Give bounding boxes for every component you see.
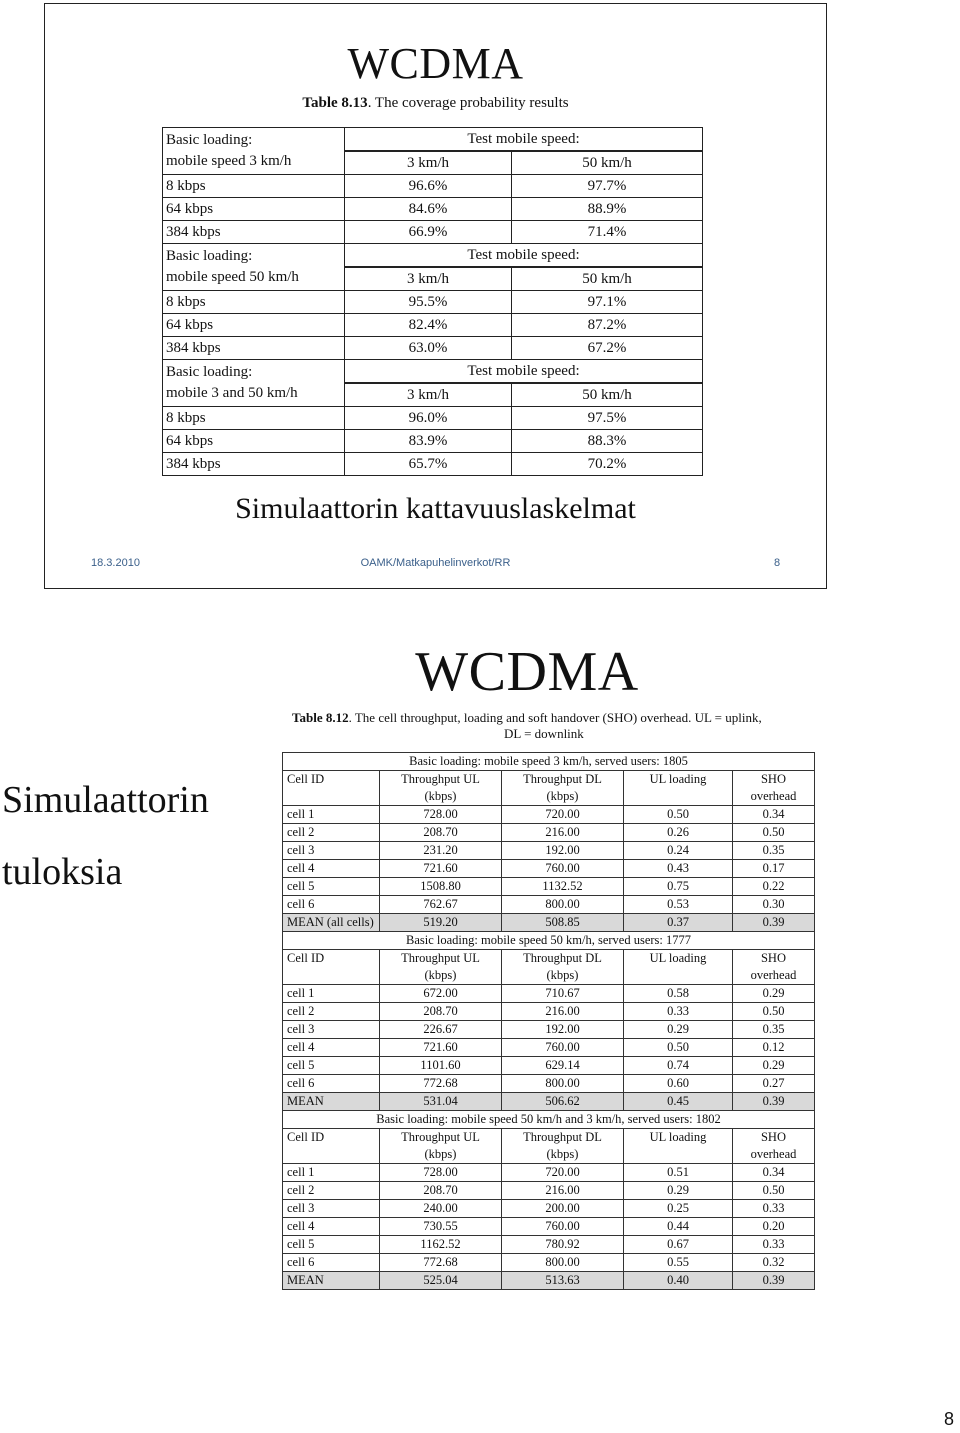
cell-value: 672.00 bbox=[380, 985, 502, 1003]
coverage-probability-table bbox=[162, 127, 703, 476]
cell-id: cell 4 bbox=[283, 1039, 380, 1057]
cell-id: cell 1 bbox=[283, 985, 380, 1003]
cell-value: 0.55 bbox=[624, 1254, 733, 1272]
test-speed-label: Test mobile speed: bbox=[345, 244, 703, 268]
col-3kmh: 3 km/h bbox=[345, 267, 512, 291]
table-row bbox=[163, 198, 703, 221]
cell-value: 1132.52 bbox=[502, 878, 624, 896]
bitrate-cell: 8 kbps bbox=[163, 175, 345, 198]
cell-value: 208.70 bbox=[380, 1182, 502, 1200]
table-row bbox=[283, 1218, 815, 1236]
cell-value: 0.51 bbox=[624, 1164, 733, 1182]
cell-value: 760.00 bbox=[502, 1218, 624, 1236]
cell-value: 0.12 bbox=[733, 1039, 815, 1057]
mean-value: 506.62 bbox=[502, 1093, 624, 1111]
header-ul-loading: UL loading bbox=[624, 771, 733, 806]
cell-value: 0.34 bbox=[733, 806, 815, 824]
header-sho-overhead: SHO overhead bbox=[733, 771, 815, 806]
mean-value: 525.04 bbox=[380, 1272, 502, 1290]
bitrate-cell: 64 kbps bbox=[163, 198, 345, 221]
mean-value: 531.04 bbox=[380, 1093, 502, 1111]
cell-id: cell 3 bbox=[283, 1200, 380, 1218]
col-3kmh: 3 km/h bbox=[345, 151, 512, 175]
mean-value: 0.37 bbox=[624, 914, 733, 932]
bitrate-cell: 8 kbps bbox=[163, 407, 345, 430]
bitrate-cell: 384 kbps bbox=[163, 337, 345, 360]
cell-id: cell 2 bbox=[283, 1182, 380, 1200]
table-row bbox=[163, 314, 703, 337]
cell-id: cell 2 bbox=[283, 1003, 380, 1021]
cell-value: 1508.80 bbox=[380, 878, 502, 896]
header-throughput-ul: Throughput UL (kbps) bbox=[380, 950, 502, 985]
header-cell-id: Cell ID bbox=[283, 1129, 380, 1164]
section-title: Basic loading: mobile speed 3 km/h, served users: 1805 bbox=[283, 753, 815, 771]
slide-1-subtitle: Simulaattorin kattavuuslaskelmat bbox=[235, 492, 636, 525]
group-header: Basic loading: mobile speed 50 km/h bbox=[163, 244, 345, 291]
cell-value: 0.75 bbox=[624, 878, 733, 896]
mean-row bbox=[283, 914, 815, 932]
cell-value: 0.50 bbox=[733, 1182, 815, 1200]
value-50kmh: 70.2% bbox=[512, 453, 703, 476]
cell-value: 208.70 bbox=[380, 824, 502, 842]
cell-id: cell 2 bbox=[283, 824, 380, 842]
cell-value: 0.50 bbox=[624, 1039, 733, 1057]
cell-value: 0.27 bbox=[733, 1075, 815, 1093]
cell-value: 0.34 bbox=[733, 1164, 815, 1182]
header-throughput-dl: Throughput DL (kbps) bbox=[502, 1129, 624, 1164]
header-throughput-ul: Throughput UL (kbps) bbox=[380, 771, 502, 806]
cell-value: 0.29 bbox=[624, 1182, 733, 1200]
slide-1-title: WCDMA bbox=[347, 39, 524, 88]
cell-id: cell 4 bbox=[283, 1218, 380, 1236]
table-row bbox=[283, 1075, 815, 1093]
cell-value: 0.32 bbox=[733, 1254, 815, 1272]
table-row bbox=[283, 1021, 815, 1039]
cell-value: 0.22 bbox=[733, 878, 815, 896]
cell-value: 720.00 bbox=[502, 1164, 624, 1182]
cell-value: 710.67 bbox=[502, 985, 624, 1003]
table-8-12-caption: Table 8.12. The cell throughput, loading and soft handover (SHO) overhead. UL = uplink, DL = downlink bbox=[292, 710, 762, 741]
value-50kmh: 88.9% bbox=[512, 198, 703, 221]
page-number: 8 bbox=[944, 1409, 955, 1429]
mean-row bbox=[283, 1093, 815, 1111]
cell-value: 721.60 bbox=[380, 860, 502, 878]
cell-value: 0.33 bbox=[733, 1200, 815, 1218]
table-row bbox=[283, 896, 815, 914]
cell-value: 728.00 bbox=[380, 806, 502, 824]
header-throughput-dl: Throughput DL (kbps) bbox=[502, 771, 624, 806]
cell-value: 0.67 bbox=[624, 1236, 733, 1254]
cell-throughput-table bbox=[282, 752, 815, 1290]
cell-id: cell 5 bbox=[283, 878, 380, 896]
value-3kmh: 65.7% bbox=[345, 453, 512, 476]
cell-value: 0.29 bbox=[733, 985, 815, 1003]
col-50kmh: 50 km/h bbox=[512, 151, 703, 175]
cell-value: 0.30 bbox=[733, 896, 815, 914]
cell-value: 760.00 bbox=[502, 1039, 624, 1057]
cell-value: 0.44 bbox=[624, 1218, 733, 1236]
value-3kmh: 95.5% bbox=[345, 291, 512, 314]
cell-value: 0.60 bbox=[624, 1075, 733, 1093]
table-row bbox=[283, 1182, 815, 1200]
cell-value: 240.00 bbox=[380, 1200, 502, 1218]
table-row bbox=[163, 221, 703, 244]
cell-value: 0.58 bbox=[624, 985, 733, 1003]
footer-date: 18.3.2010 bbox=[91, 557, 140, 569]
cell-value: 0.33 bbox=[624, 1003, 733, 1021]
cell-value: 772.68 bbox=[380, 1075, 502, 1093]
table-row bbox=[283, 1164, 815, 1182]
value-50kmh: 87.2% bbox=[512, 314, 703, 337]
table-row bbox=[163, 175, 703, 198]
cell-value: 0.50 bbox=[733, 824, 815, 842]
cell-value: 0.33 bbox=[733, 1236, 815, 1254]
cell-value: 1162.52 bbox=[380, 1236, 502, 1254]
value-50kmh: 67.2% bbox=[512, 337, 703, 360]
cell-value: 192.00 bbox=[502, 842, 624, 860]
bitrate-cell: 64 kbps bbox=[163, 430, 345, 453]
cell-value: 0.29 bbox=[624, 1021, 733, 1039]
mean-value: 0.39 bbox=[733, 1272, 815, 1290]
table-row bbox=[283, 1039, 815, 1057]
mean-value: 508.85 bbox=[502, 914, 624, 932]
cell-value: 208.70 bbox=[380, 1003, 502, 1021]
header-ul-loading: UL loading bbox=[624, 950, 733, 985]
cell-value: 0.29 bbox=[733, 1057, 815, 1075]
cell-value: 0.20 bbox=[733, 1218, 815, 1236]
cell-id: cell 5 bbox=[283, 1236, 380, 1254]
table-row bbox=[283, 1200, 815, 1218]
mean-label: MEAN bbox=[283, 1272, 380, 1290]
test-speed-label: Test mobile speed: bbox=[345, 128, 703, 152]
cell-value: 800.00 bbox=[502, 1254, 624, 1272]
cell-id: cell 1 bbox=[283, 1164, 380, 1182]
cell-value: 231.20 bbox=[380, 842, 502, 860]
cell-value: 762.67 bbox=[380, 896, 502, 914]
section-title: Basic loading: mobile speed 50 km/h, served users: 1777 bbox=[283, 932, 815, 950]
cell-value: 1101.60 bbox=[380, 1057, 502, 1075]
cell-value: 728.00 bbox=[380, 1164, 502, 1182]
value-3kmh: 66.9% bbox=[345, 221, 512, 244]
table-row bbox=[163, 337, 703, 360]
table-row bbox=[283, 1003, 815, 1021]
cell-value: 721.60 bbox=[380, 1039, 502, 1057]
value-3kmh: 84.6% bbox=[345, 198, 512, 221]
cell-id: cell 6 bbox=[283, 1254, 380, 1272]
value-50kmh: 71.4% bbox=[512, 221, 703, 244]
cell-value: 216.00 bbox=[502, 1003, 624, 1021]
value-50kmh: 97.5% bbox=[512, 407, 703, 430]
mean-label: MEAN (all cells) bbox=[283, 914, 380, 932]
bitrate-cell: 8 kbps bbox=[163, 291, 345, 314]
table-row bbox=[283, 860, 815, 878]
col-50kmh: 50 km/h bbox=[512, 267, 703, 291]
cell-value: 800.00 bbox=[502, 1075, 624, 1093]
cell-value: 0.17 bbox=[733, 860, 815, 878]
table-row bbox=[283, 1057, 815, 1075]
header-throughput-dl: Throughput DL (kbps) bbox=[502, 950, 624, 985]
table-row bbox=[163, 453, 703, 476]
cell-value: 760.00 bbox=[502, 860, 624, 878]
slide-1 bbox=[44, 3, 827, 589]
value-3kmh: 96.6% bbox=[345, 175, 512, 198]
cell-value: 772.68 bbox=[380, 1254, 502, 1272]
cell-value: 216.00 bbox=[502, 1182, 624, 1200]
cell-id: cell 5 bbox=[283, 1057, 380, 1075]
value-50kmh: 97.7% bbox=[512, 175, 703, 198]
table-row bbox=[163, 407, 703, 430]
header-sho-overhead: SHO overhead bbox=[733, 1129, 815, 1164]
cell-value: 720.00 bbox=[502, 806, 624, 824]
cell-id: cell 6 bbox=[283, 1075, 380, 1093]
cell-value: 0.74 bbox=[624, 1057, 733, 1075]
bitrate-cell: 384 kbps bbox=[163, 453, 345, 476]
bitrate-cell: 64 kbps bbox=[163, 314, 345, 337]
col-3kmh: 3 km/h bbox=[345, 383, 512, 407]
mean-value: 0.39 bbox=[733, 1093, 815, 1111]
section-title: Basic loading: mobile speed 50 km/h and 3 km/h, served users: 1802 bbox=[283, 1111, 815, 1129]
cell-value: 0.50 bbox=[624, 806, 733, 824]
table-row bbox=[283, 824, 815, 842]
header-sho-overhead: SHO overhead bbox=[733, 950, 815, 985]
value-50kmh: 97.1% bbox=[512, 291, 703, 314]
cell-value: 0.43 bbox=[624, 860, 733, 878]
mean-row bbox=[283, 1272, 815, 1290]
cell-value: 226.67 bbox=[380, 1021, 502, 1039]
cell-value: 0.25 bbox=[624, 1200, 733, 1218]
cell-value: 0.24 bbox=[624, 842, 733, 860]
value-3kmh: 83.9% bbox=[345, 430, 512, 453]
header-throughput-ul: Throughput UL (kbps) bbox=[380, 1129, 502, 1164]
cell-value: 0.50 bbox=[733, 1003, 815, 1021]
cell-value: 200.00 bbox=[502, 1200, 624, 1218]
table-row bbox=[283, 1236, 815, 1254]
cell-id: cell 3 bbox=[283, 842, 380, 860]
value-3kmh: 82.4% bbox=[345, 314, 512, 337]
mean-value: 0.39 bbox=[733, 914, 815, 932]
mean-value: 0.40 bbox=[624, 1272, 733, 1290]
cell-value: 780.92 bbox=[502, 1236, 624, 1254]
footer-center: OAMK/Matkapuhelinverkot/RR bbox=[360, 557, 511, 569]
group-header: Basic loading: mobile speed 3 km/h bbox=[163, 128, 345, 175]
header-cell-id: Cell ID bbox=[283, 771, 380, 806]
mean-value: 519.20 bbox=[380, 914, 502, 932]
mean-value: 513.63 bbox=[502, 1272, 624, 1290]
table-row bbox=[163, 430, 703, 453]
bitrate-cell: 384 kbps bbox=[163, 221, 345, 244]
cell-value: 0.26 bbox=[624, 824, 733, 842]
footer-page: 8 bbox=[774, 557, 781, 569]
mean-value: 0.45 bbox=[624, 1093, 733, 1111]
header-cell-id: Cell ID bbox=[283, 950, 380, 985]
table-8-13-caption: Table 8.13. The coverage probability results bbox=[302, 95, 569, 111]
cell-value: 629.14 bbox=[502, 1057, 624, 1075]
value-50kmh: 88.3% bbox=[512, 430, 703, 453]
table-row bbox=[283, 985, 815, 1003]
group-header: Basic loading: mobile 3 and 50 km/h bbox=[163, 360, 345, 407]
table-row bbox=[283, 806, 815, 824]
cell-id: cell 4 bbox=[283, 860, 380, 878]
cell-id: cell 6 bbox=[283, 896, 380, 914]
value-3kmh: 96.0% bbox=[345, 407, 512, 430]
table-row bbox=[283, 1254, 815, 1272]
cell-value: 0.35 bbox=[733, 842, 815, 860]
table-row bbox=[163, 291, 703, 314]
cell-value: 0.53 bbox=[624, 896, 733, 914]
cell-id: cell 1 bbox=[283, 806, 380, 824]
cell-value: 730.55 bbox=[380, 1218, 502, 1236]
slide-2-title: WCDMA bbox=[415, 641, 639, 703]
cell-value: 216.00 bbox=[502, 824, 624, 842]
test-speed-label: Test mobile speed: bbox=[345, 360, 703, 384]
table-row bbox=[283, 842, 815, 860]
cell-value: 0.35 bbox=[733, 1021, 815, 1039]
col-50kmh: 50 km/h bbox=[512, 383, 703, 407]
cell-id: cell 3 bbox=[283, 1021, 380, 1039]
table-row bbox=[283, 878, 815, 896]
value-3kmh: 63.0% bbox=[345, 337, 512, 360]
cell-value: 800.00 bbox=[502, 896, 624, 914]
mean-label: MEAN bbox=[283, 1093, 380, 1111]
side-label: Simulaattorin tuloksia bbox=[2, 779, 209, 893]
cell-value: 192.00 bbox=[502, 1021, 624, 1039]
header-ul-loading: UL loading bbox=[624, 1129, 733, 1164]
